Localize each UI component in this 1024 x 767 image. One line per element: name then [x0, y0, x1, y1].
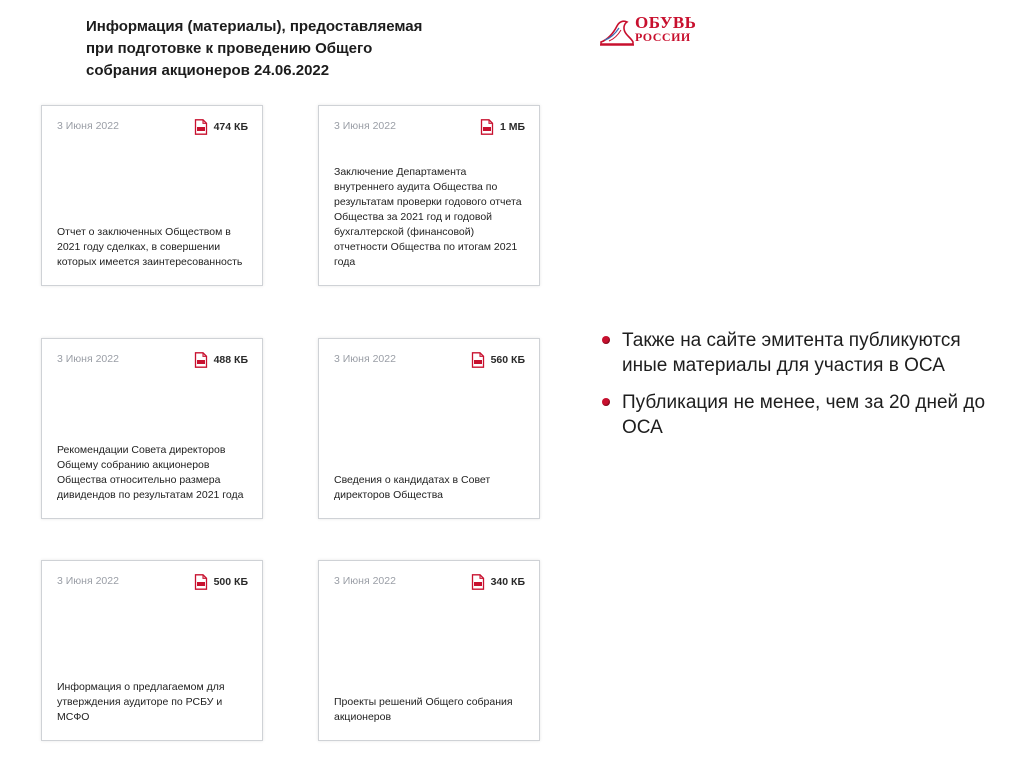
doc-file-icon	[471, 574, 485, 590]
document-date: 3 Июня 2022	[334, 120, 396, 132]
document-date: 3 Июня 2022	[57, 120, 119, 132]
document-card[interactable]	[41, 105, 263, 286]
document-title[interactable]: Заключение Департамента внутреннего аудита Общества по результатам проверки годового отчета Общества за 2021 год и годовой бухгалтерской (финансовой) отчетности Общества по итогам 2021 года	[334, 166, 522, 268]
logo-text-line1: ОБУВЬ	[635, 13, 697, 32]
company-logo	[597, 14, 715, 48]
file-info[interactable]	[194, 574, 248, 590]
bullet-text: Также на сайте эмитента публикуются иные материалы для участия в ОСА	[622, 330, 961, 376]
bullet-item	[600, 390, 1000, 440]
file-info[interactable]	[194, 119, 248, 135]
logo-text-line2: РОССИИ	[635, 30, 691, 44]
file-size: 500 КБ	[213, 576, 248, 588]
document-title[interactable]: Отчет о заключенных Обществом в 2021 году сделках, в совершении которых имеется заинтересованность	[57, 226, 243, 268]
document-date: 3 Июня 2022	[57, 353, 119, 365]
doc-file-icon	[471, 352, 485, 368]
file-size: 488 КБ	[213, 354, 248, 366]
document-title[interactable]: Рекомендации Совета директоров Общему собранию акционеров Общества относительно размера дивидендов по результатам 2021 года	[57, 444, 244, 501]
document-title[interactable]: Информация о предлагаемом для утверждения аудиторе по РСБУ и МСФО	[57, 681, 225, 723]
document-card[interactable]	[41, 338, 263, 519]
file-info[interactable]	[471, 574, 525, 590]
bullet-text: Публикация не менее, чем за 20 дней до ОСА	[622, 392, 986, 438]
file-info[interactable]	[480, 119, 525, 135]
document-card[interactable]	[318, 338, 540, 519]
document-card[interactable]	[41, 560, 263, 741]
file-size: 340 КБ	[490, 576, 525, 588]
shoe-logo-icon	[597, 16, 637, 48]
document-date: 3 Июня 2022	[57, 575, 119, 587]
file-info[interactable]	[471, 352, 525, 368]
page-title: Информация (материалы), предоставляемая при подготовке к проведению Общего собрания акционеров 24.06.2022	[86, 18, 423, 79]
document-date: 3 Июня 2022	[334, 353, 396, 365]
file-info[interactable]	[194, 352, 248, 368]
document-title[interactable]: Сведения о кандидатах в Совет директоров Общества	[334, 474, 491, 501]
document-card[interactable]	[318, 560, 540, 741]
document-title[interactable]: Проекты решений Общего собрания акционеров	[334, 696, 513, 723]
doc-file-icon	[194, 574, 208, 590]
file-size: 474 КБ	[213, 121, 248, 133]
bullet-dot-icon	[602, 398, 610, 406]
doc-file-icon	[194, 352, 208, 368]
document-date: 3 Июня 2022	[334, 575, 396, 587]
file-size: 560 КБ	[490, 354, 525, 366]
document-card[interactable]	[318, 105, 540, 286]
bullet-dot-icon	[602, 336, 610, 344]
doc-file-icon	[194, 119, 208, 135]
bullet-item	[600, 328, 1000, 378]
bullet-list	[600, 328, 1000, 452]
file-size: 1 МБ	[499, 121, 525, 133]
doc-file-icon	[480, 119, 494, 135]
